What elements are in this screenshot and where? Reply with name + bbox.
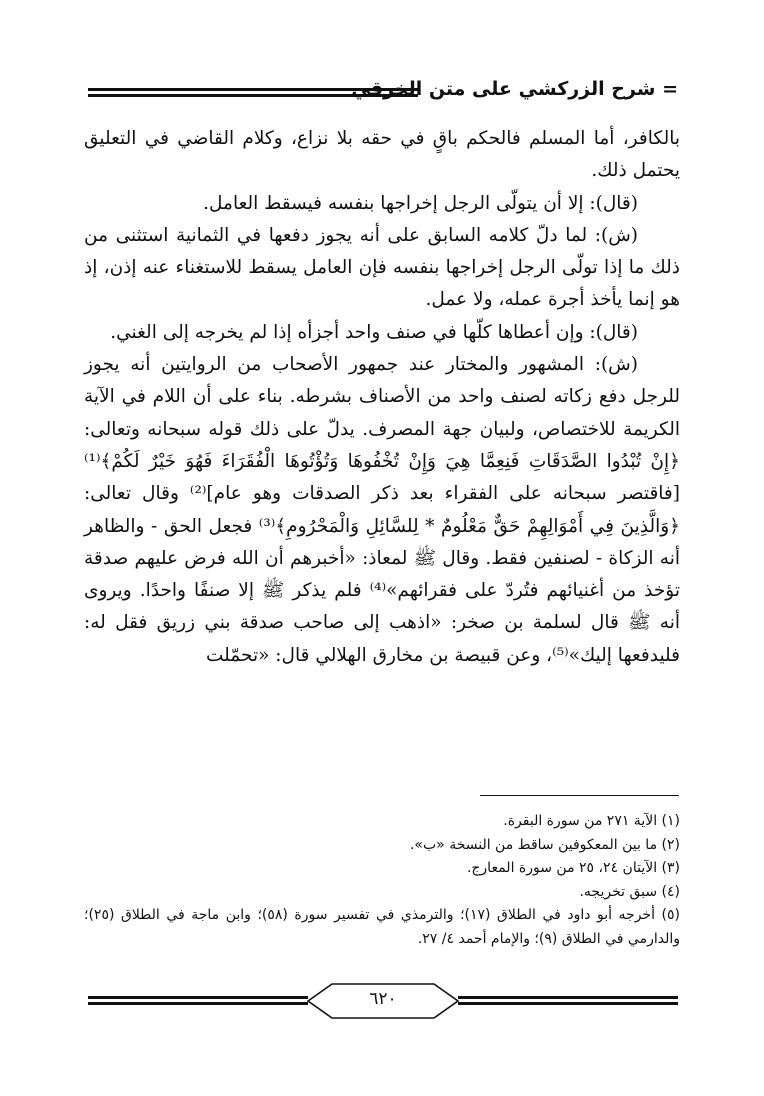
running-header xyxy=(88,78,678,108)
footnote: (٢) ما بين المعكوفين ساقط من النسخة «ب». xyxy=(409,836,680,853)
main-text xyxy=(84,123,680,672)
paragraph: (قال): وإن أعطاها كلّها في صنف واحد أجزأه إذا لم يخرجه إلى الغني. xyxy=(110,321,638,343)
footnote-separator xyxy=(480,795,679,796)
footnote: (٥) أخرجه أبو داود في الطلاق (١٧)؛ والترمذي في تفسير سورة (٥٨)؛ وابن ماجة في الطلاق (٢٥)؛ والدارمي في الطلاق (٩)؛ والإمام أحمد ٤/ ٢٧. xyxy=(84,907,680,947)
footer-rule-left xyxy=(88,996,308,1005)
footnote: (١) الآية ٢٧١ من سورة البقرة. xyxy=(503,813,680,829)
footer-rule-right xyxy=(458,996,678,1005)
header-double-rule xyxy=(88,88,418,97)
paragraph: (قال): إلا أن يتولّى الرجل إخراجها بنفسه فيسقط العامل. xyxy=(203,192,638,214)
footnotes xyxy=(84,810,680,951)
paragraph: (ش): لما دلّ كلامه السابق على أنه يجوز دفعها في الثمانية استثنى من ذلك ما إذا تولّى الرجل إخراجها بنفسه فإن العامل يسقط للاستغناء عنه إذن، إذ هو إنما يأخذ أجرة عمله، ولا عمل. xyxy=(84,224,680,311)
running-header-title: = شرح الزركشي على متن الخرقي xyxy=(351,78,678,100)
footnote: (٤) سبق تخريجه. xyxy=(579,883,680,900)
paragraph: (ش): المشهور والمختار عند جمهور الأصحاب من الروايتين أنه يجوز للرجل دفع زكاته لصنف واحد من الأصناف بشرطه. بناء على أن اللام في الآية الكريمة للاختصاص، ولبيان جهة المصرف. يدلّ على ذلك قوله سبحانه وتعالى: ﴿إِنْ تُبْدُوا الصَّدَقَاتِ فَنِعِمَّا هِيَ وَإِنْ تُخْفُوهَا وَتُؤْتُوهَا الْفُقَرَاءَ فَهُوَ خَيْرٌ لَكُمْ﴾⁽¹⁾ [فاقتصر سبحانه على الفقراء بعد ذكر الصدقات وهو عام]⁽²⁾ وقال تعالى: ﴿وَالَّذِينَ فِي أَمْوَالِهِمْ حَقٌّ مَعْلُومٌ * لِلسَّائِلِ وَالْمَحْرُومِ﴾⁽³⁾ فجعل الحق - والظاهر أنه الزكاة - لصنفين فقط. وقال ﷺ لمعاذ: «أخبرهم أن الله فرض عليهم صدقة تؤخذ من أغنيائهم فتُردّ على فقرائهم»⁽⁴⁾ فلم يذكر ﷺ إلا صنفًا واحدًا. ويروى أنه ﷺ قال لسلمة بن صخر: «اذهب إلى صاحب صدقة بني زريق فقل له: فليدفعها إليك»⁽⁵⁾، وعن قبيصة بن مخارق الهلالي قال: «تحمّلت xyxy=(84,354,680,666)
paragraph: بالكافر، أما المسلم فالحكم باقٍ في حقه بلا نزاع، وكلام القاضي في التعليق يحتمل ذلك. xyxy=(84,128,680,182)
page-footer xyxy=(88,982,678,1022)
footnote: (٣) الآيتان ٢٤، ٢٥ من سورة المعارج. xyxy=(466,860,680,876)
page-number: ٦٢٠ xyxy=(369,989,397,1009)
